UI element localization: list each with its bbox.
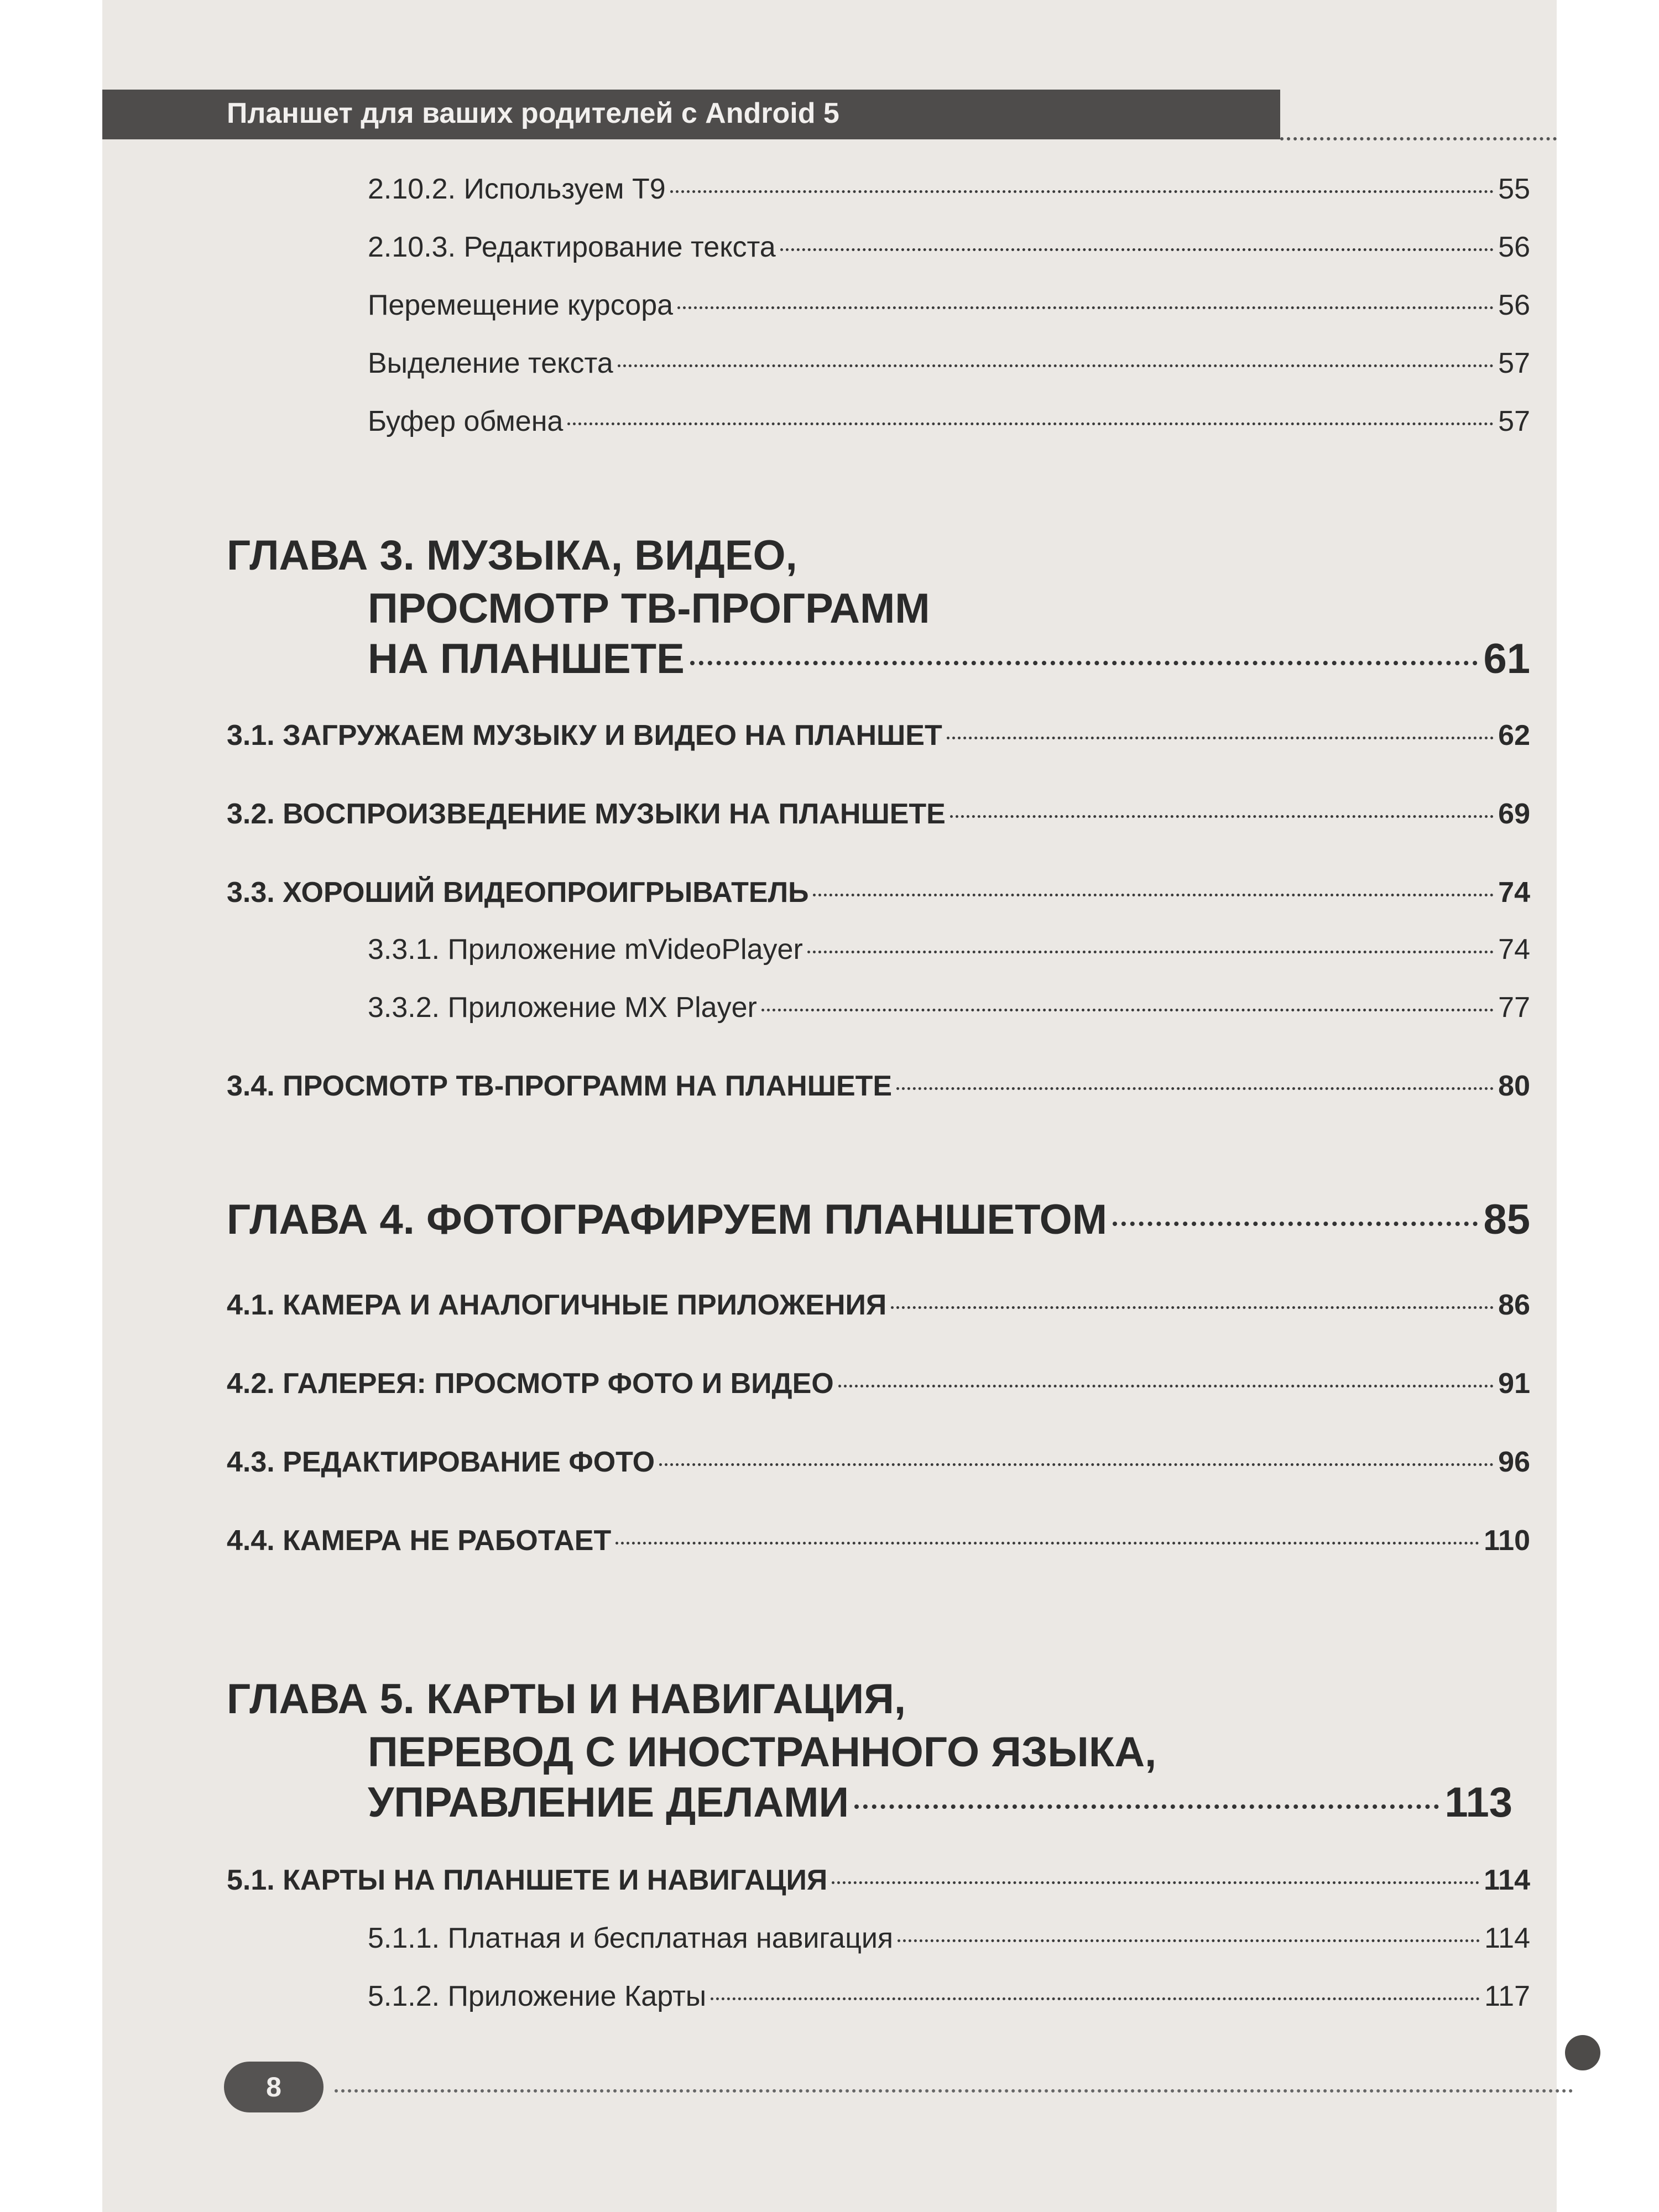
toc-page-number: 61 (1483, 635, 1530, 682)
dot-leader (690, 661, 1478, 665)
toc-entry-2-10-3 (102, 231, 1557, 264)
toc-page-number: 56 (1498, 289, 1530, 321)
toc-entry-3-3 (102, 876, 1557, 909)
dot-leader (670, 190, 1494, 193)
toc-entry-label: 3.3.2. Приложение MX Player (368, 992, 757, 1024)
toc-page-number: 57 (1498, 347, 1530, 379)
toc-entry-4-4 (102, 1524, 1557, 1557)
toc-entry-label: 3.4. ПРОСМОТР ТВ-ПРОГРАММ НА ПЛАНШЕТЕ (227, 1070, 893, 1102)
toc-entry-label: 3.1. ЗАГРУЖАЕМ МУЗЫКУ И ВИДЕО НА ПЛАНШЕТ (227, 719, 942, 752)
toc-entry-4-3 (102, 1446, 1557, 1479)
toc-entry-label: Выделение текста (368, 347, 613, 379)
toc-entry-label: 4.4. КАМЕРА НЕ РАБОТАЕТ (227, 1525, 612, 1557)
dot-leader (618, 364, 1494, 367)
running-header-title: Планшет для ваших родителей с Android 5 (227, 97, 839, 129)
book-page (102, 0, 1557, 2212)
toc-entry-label: 3.3.1. Приложение mVideoPlayer (368, 933, 803, 966)
toc-page-number: 113 (1444, 1779, 1512, 1826)
toc-entry-label: 2.10.3. Редактирование текста (368, 231, 776, 263)
dot-leader (615, 1542, 1479, 1545)
dot-leader (813, 894, 1494, 896)
toc-entry-2-10-2 (102, 173, 1557, 206)
toc-entry-label: 5.1. КАРТЫ НА ПЛАНШЕТЕ И НАВИГАЦИЯ (227, 1864, 828, 1896)
dot-leader (854, 1804, 1439, 1809)
dot-leader (761, 1009, 1494, 1011)
toc-page-number: 85 (1483, 1196, 1530, 1243)
toc-entry-4-2 (102, 1367, 1557, 1400)
chapter-5-title-line-1: ГЛАВА 5. КАРТЫ И НАВИГАЦИЯ, (227, 1676, 906, 1723)
chapter-3-title-line-3 (102, 635, 1557, 683)
dot-leader (838, 1385, 1494, 1387)
toc-entry-label: 5.1.1. Платная и бесплатная навигация (368, 1922, 894, 1954)
toc-entry-4-1 (102, 1288, 1557, 1322)
toc-entry-label: 3.2. ВОСПРОИЗВЕДЕНИЕ МУЗЫКИ НА ПЛАНШЕТЕ (227, 798, 946, 830)
toc-page-number: 114 (1484, 1864, 1530, 1896)
dot-leader (947, 737, 1494, 739)
dot-leader (711, 1997, 1480, 2000)
toc-entry-label: 3.3. ХОРОШИЙ ВИДЕОПРОИГРЫВАТЕЛЬ (227, 877, 809, 909)
footer-dot-ornament (1565, 2035, 1600, 2070)
toc-page-number: 62 (1498, 719, 1530, 752)
dot-leader (896, 1087, 1494, 1090)
toc-entry-label: 4.2. ГАЛЕРЕЯ: ПРОСМОТР ФОТО И ВИДЕО (227, 1368, 834, 1400)
toc-page-number: 91 (1498, 1368, 1530, 1400)
toc-entry-select-text (102, 347, 1557, 380)
toc-page-number: 57 (1498, 405, 1530, 437)
dot-leader (950, 815, 1494, 818)
toc-entry-label: УПРАВЛЕНИЕ ДЕЛАМИ (368, 1779, 849, 1826)
toc-page-number: 117 (1484, 1980, 1530, 2012)
toc-page-number: 69 (1498, 798, 1530, 830)
dot-leader (677, 306, 1494, 309)
toc-page-number: 74 (1498, 877, 1530, 909)
header-dotted-rule (1280, 137, 1557, 140)
toc-entry-3-3-2 (102, 991, 1557, 1024)
toc-entry-3-3-1 (102, 933, 1557, 966)
toc-entry-3-2 (102, 797, 1557, 831)
toc-entry-label: ГЛАВА 4. ФОТОГРАФИРУЕМ ПЛАНШЕТОМ (227, 1196, 1108, 1243)
toc-page-number: 55 (1498, 173, 1530, 205)
toc-page-number: 96 (1498, 1446, 1530, 1478)
chapter-3-title-line-1: ГЛАВА 3. МУЗЫКА, ВИДЕО, (227, 532, 797, 579)
toc-page-number: 80 (1498, 1070, 1530, 1102)
toc-entry-label: 4.3. РЕДАКТИРОВАНИЕ ФОТО (227, 1446, 655, 1478)
toc-entry-5-1-1 (102, 1922, 1557, 1955)
dot-leader (567, 422, 1494, 425)
dot-leader (1113, 1222, 1478, 1226)
toc-entry-label: 4.1. КАМЕРА И АНАЛОГИЧНЫЕ ПРИЛОЖЕНИЯ (227, 1289, 887, 1321)
toc-entry-label: Перемещение курсора (368, 289, 674, 321)
toc-entry-label: 2.10.2. Используем Т9 (368, 173, 666, 205)
chapter-5-title-line-3 (102, 1778, 1557, 1827)
toc-entry-5-1-2 (102, 1980, 1557, 2013)
toc-entry-5-1 (102, 1864, 1557, 1897)
dot-leader (659, 1463, 1494, 1466)
toc-page-number: 114 (1484, 1922, 1530, 1954)
dot-leader (832, 1881, 1479, 1884)
chapter-4-title (102, 1196, 1557, 1244)
dot-leader (807, 951, 1494, 953)
page-number-badge: 8 (224, 2062, 324, 2112)
toc-page-number: 86 (1498, 1289, 1530, 1321)
toc-page-number: 56 (1498, 231, 1530, 263)
dot-leader (780, 248, 1494, 251)
toc-entry-clipboard (102, 405, 1557, 438)
toc-entry-label: НА ПЛАНШЕТЕ (368, 635, 685, 682)
toc-page-number: 74 (1498, 933, 1530, 966)
chapter-3-title-line-2: ПРОСМОТР ТВ-ПРОГРАММ (368, 585, 930, 632)
footer-dotted-rule (335, 2089, 1573, 2093)
toc-entry-label: 5.1.2. Приложение Карты (368, 1980, 707, 2012)
chapter-5-title-line-2: ПЕРЕВОД С ИНОСТРАННОГО ЯЗЫКА, (368, 1729, 1157, 1776)
toc-entry-3-1 (102, 719, 1557, 752)
dot-leader (891, 1306, 1494, 1309)
toc-entry-3-4 (102, 1070, 1557, 1103)
toc-entry-label: Буфер обмена (368, 405, 564, 437)
toc-page-number: 110 (1484, 1525, 1530, 1557)
toc-page-number: 77 (1498, 992, 1530, 1024)
toc-entry-cursor (102, 289, 1557, 322)
dot-leader (898, 1939, 1480, 1942)
